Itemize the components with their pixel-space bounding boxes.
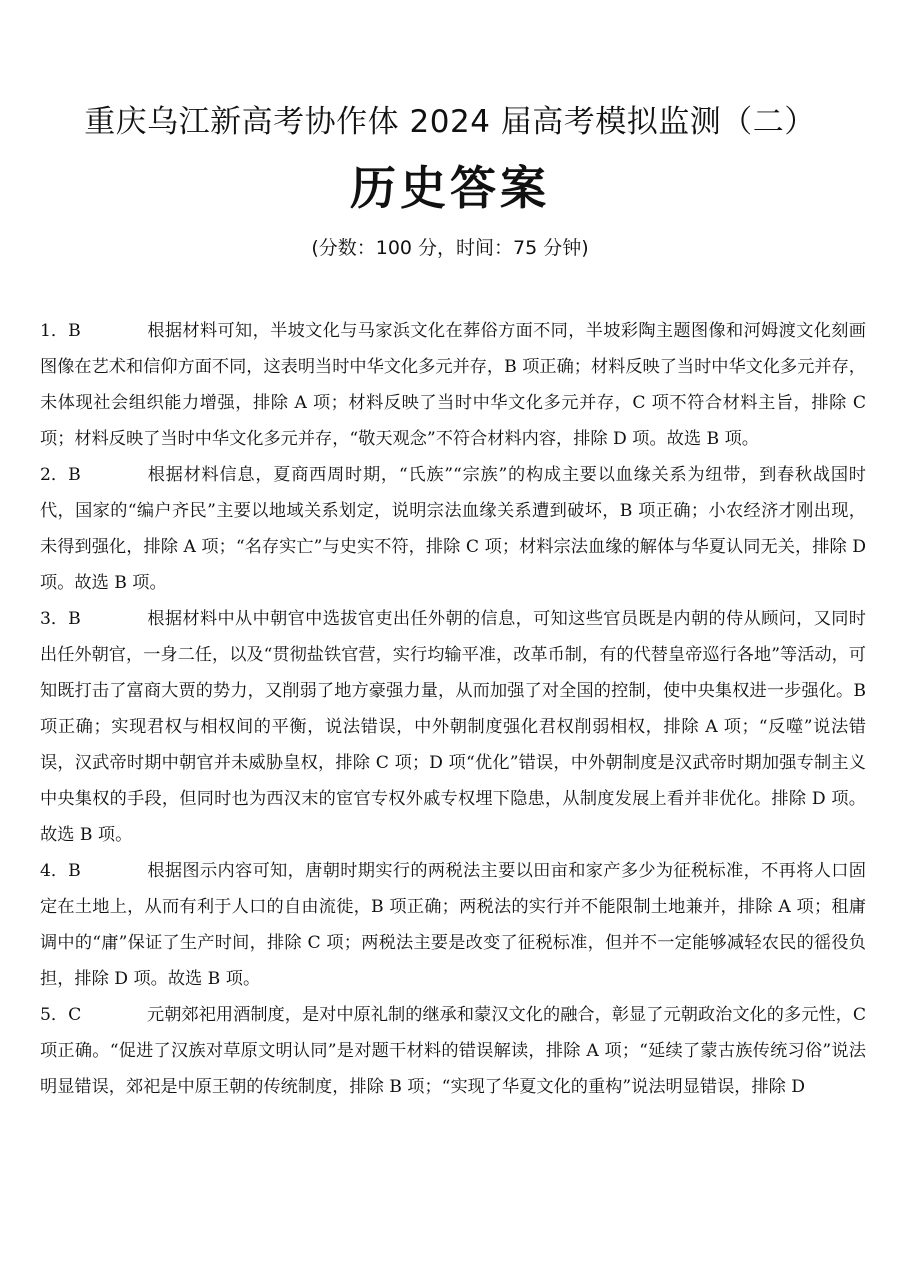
answer-explanation: 根据材料信息，夏商西周时期，“氏族”“宗族”的构成主要以血缘关系为纽带，到春秋战国时代，国家的“编户齐民”主要以地域关系划定，说明宗法血缘关系遭到破坏，B 项正确；小农经济才刚出现，未得到强化，排除 A 项；“名存实亡”与史实不符，排除 C 项；材料宗法血缘的解体与华夏认同无关，排除 D 项。故选 B 项。 — [40, 465, 866, 593]
answer-option: B — [68, 861, 81, 881]
question-number: 1． — [40, 321, 69, 341]
question-number: 5． — [40, 1005, 69, 1025]
answer-explanation: 元朝郊祀用酒制度，是对中原礼制的继承和蒙汉文化的融合，彰显了元朝政治文化的多元性，C 项正确。“促进了汉族对草原文明认同”是对题干材料的错误解读，排除 A 项；“延续了蒙古族传统习俗”说法明显错误，郊祀是中原王朝的传统制度，排除 B 项；“实现了华夏文化的重构”说法明显错误，排除 D — [40, 1005, 866, 1097]
question-number: 2． — [40, 465, 69, 485]
answer-explanation: 根据材料可知，半坡文化与马家浜文化在葬俗方面不同，半坡彩陶主题图像和河姆渡文化刻画图像在艺术和信仰方面不同，这表明当时中华文化多元并存，B 项正确；材料反映了当时中华文化多元并存，未体现社会组织能力增强，排除 A 项；材料反映了当时中华文化多元并存，C 项不符合材料主旨，排除 C 项；材料反映了当时中华文化多元并存，“敬天观念”不符合材料内容，排除 D 项。故选 B 项。 — [40, 321, 866, 449]
answer-explanation: 根据图示内容可知，唐朝时期实行的两税法主要以田亩和家产多少为征税标准，不再将人口固定在土地上，从而有利于人口的自由流徙，B 项正确；两税法的实行并不能限制土地兼并，排除 A 项；租庸调中的“庸”保证了生产时间，排除 C 项；两税法主要是改变了征税标准，但并不一定能够减轻农民的徭役负担，排除 D 项。故选 B 项。 — [40, 861, 866, 989]
answer-head — [40, 457, 147, 493]
answer-head — [40, 601, 147, 637]
answer-option: C — [68, 1005, 82, 1025]
answer-list — [40, 313, 866, 1105]
answer-option: B — [68, 609, 81, 629]
answer-item-2 — [40, 457, 866, 601]
answer-explanation: 根据材料中从中朝官中选拔官吏出任外朝的信息，可知这些官员既是内朝的侍从顾问，又同时出任外朝官，一身二任，以及“贯彻盐铁官营，实行均输平准，改革币制，有的代替皇帝巡行各地”等活动，可知既打击了富商大贾的势力，又削弱了地方豪强力量，从而加强了对全国的控制，使中央集权进一步强化。B 项正确；实现君权与相权间的平衡，说法错误，中外朝制度强化君权削弱相权，排除 A 项；“反噬”说法错误，汉武帝时期中朝官并未威胁皇权，排除 C 项；D 项“优化”错误，中外朝制度是汉武帝时期加强专制主义中央集权的手段，但同时也为西汉末的宦官专权外戚专权埋下隐患，从制度发展上看并非优化。排除 D 项。故选 B 项。 — [40, 609, 866, 845]
subject-title: 历史答案 — [350, 161, 550, 215]
answer-head — [40, 997, 147, 1033]
exam-header-title: 重庆乌江新高考协作体 2024 届高考模拟监测（二） — [84, 104, 816, 140]
answer-head — [40, 313, 147, 349]
answer-head — [40, 853, 147, 889]
answer-option: B — [68, 321, 81, 341]
answer-item-5 — [40, 997, 866, 1105]
question-number: 4． — [40, 861, 69, 881]
question-number: 3． — [40, 609, 69, 629]
exam-info: (分数：100 分，时间：75 分钟) — [311, 237, 589, 259]
answer-item-3 — [40, 601, 866, 853]
answer-item-1 — [40, 313, 866, 457]
answer-option: B — [68, 465, 81, 485]
answer-item-4 — [40, 853, 866, 997]
